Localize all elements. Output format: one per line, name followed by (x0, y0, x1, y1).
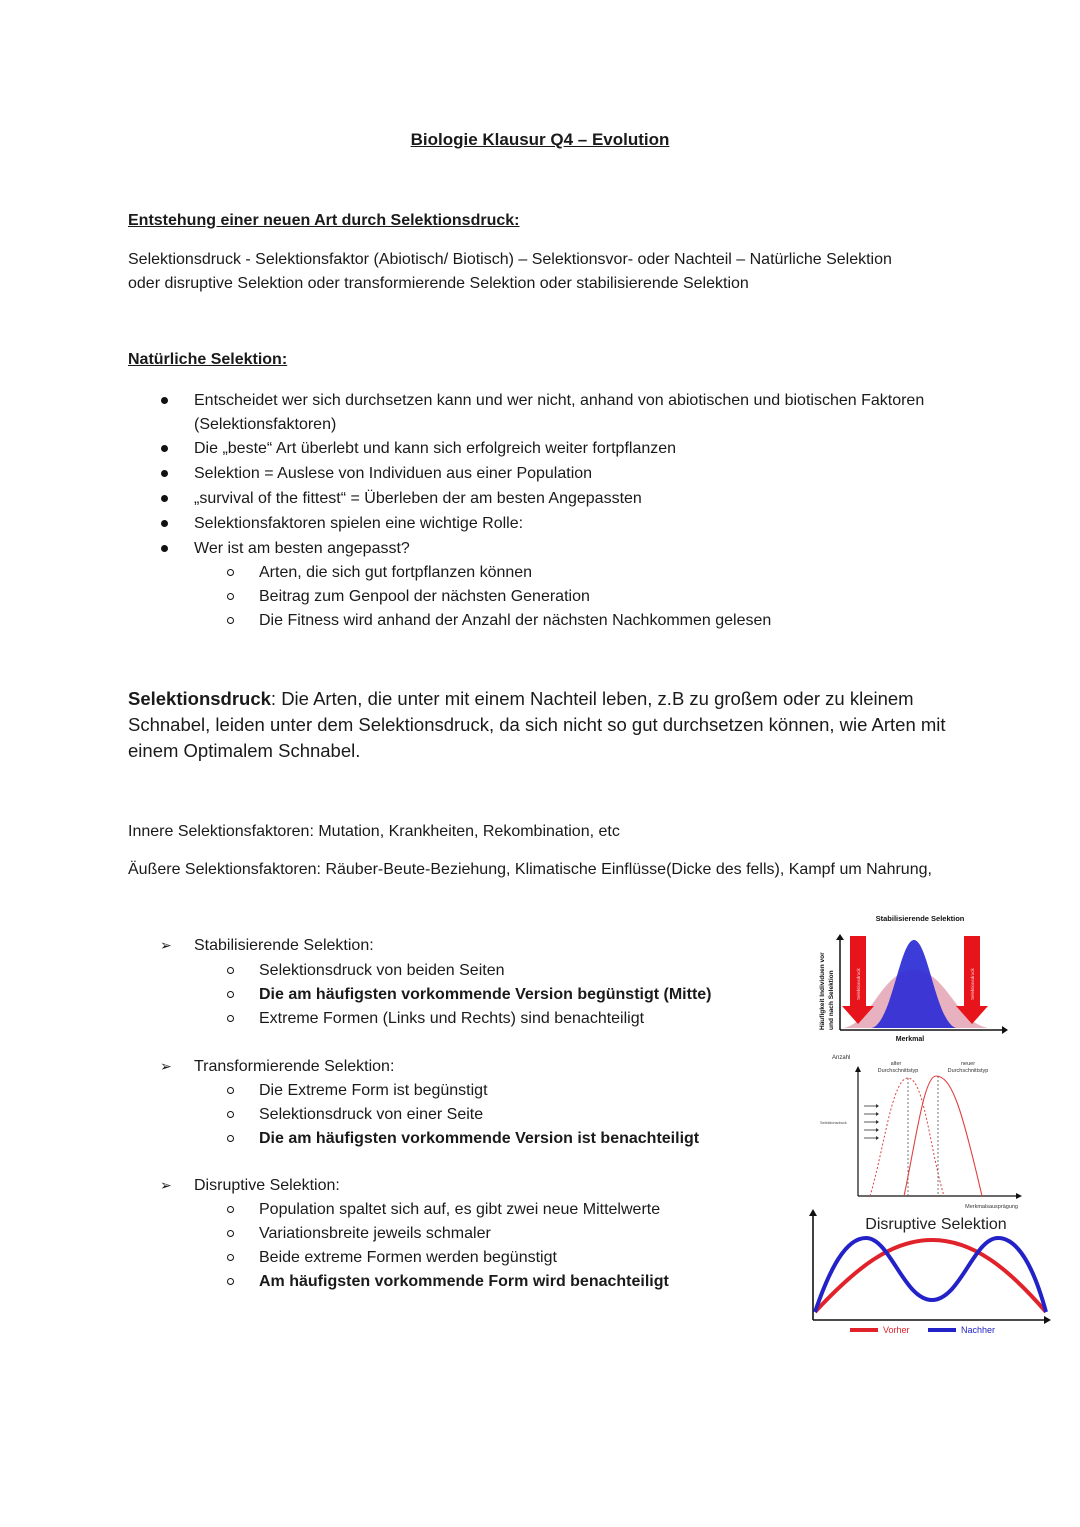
stab-item-3: Extreme Formen (Links und Rechts) sind benachteiligt (259, 1010, 645, 1027)
trans-item-2: Selektionsdruck von einer Seite (259, 1106, 484, 1123)
fig2-new-label-1: neuer (960, 1061, 976, 1067)
arrow-bullet-icon: ➢ (160, 1177, 172, 1193)
sub-bullet-icon (227, 569, 234, 576)
trans-heading: Transformierende Selektion: (194, 1058, 395, 1075)
fig2-ylabel: Anzahl (832, 1055, 851, 1061)
sub-bullet-icon (227, 967, 234, 974)
figure-disruptive-selektion (806, 1208, 1056, 1338)
fig2-curve-new (904, 1076, 982, 1196)
section1-line1: Selektionsdruck - Selektionsfaktor (Abiotisch/ Biotisch) – Selektionsvor- oder Nachteil – Natürliche Selektion (128, 251, 892, 268)
bullet-1a: Entscheidet wer sich durchsetzen kann und wer nicht, anhand von abiotischen und biotischen Faktoren (194, 392, 925, 409)
trans-item-3: Die am häufigsten vorkommende Version ist benachteiligt (259, 1130, 700, 1147)
fig1-xlabel: Merkmal (895, 1036, 925, 1043)
disr-item-3: Beide extreme Formen werden begünstigt (259, 1249, 557, 1266)
stab-item-1: Selektionsdruck von beiden Seiten (259, 962, 505, 979)
bullet-5: Selektionsfaktoren spielen eine wichtige Rolle: (194, 515, 524, 532)
fig2-old-label-1: alter (890, 1061, 902, 1067)
sub-bullet-icon (227, 1015, 234, 1022)
section-heading-natuerliche-selektion: Natürliche Selektion: (128, 351, 288, 368)
fig2-new-label-2: Durchschnittstyp (947, 1068, 989, 1074)
fig2-pressure-arrowheads-icon (876, 1104, 879, 1140)
sub-bullet-icon (227, 1087, 234, 1094)
sub-bullet-3: Die Fitness wird anhand der Anzahl der nächsten Nachkommen gelesen (259, 612, 772, 629)
page-title: Biologie Klausur Q4 – Evolution (410, 130, 670, 149)
sub-bullet-icon (227, 1230, 234, 1237)
figure-transformierende-selektion (812, 1050, 1024, 1210)
fig1-ylabel-2: und nach Selektion (828, 970, 835, 1030)
bullet-icon (161, 470, 168, 477)
sub-bullet-icon (227, 1206, 234, 1213)
fig3-title: Disruptive Selektion (865, 1216, 1007, 1233)
selektionsdruck-line2: Schnabel, leiden unter dem Selektionsdruck, da sich nicht so gut durchsetzen können, wie Arten mit (128, 714, 946, 735)
fig2-x-arrow-icon (1016, 1193, 1022, 1199)
trans-item-1: Die Extreme Form ist begünstigt (259, 1082, 488, 1099)
fig1-y-arrow-icon (836, 934, 844, 940)
arrow-bullet-icon: ➢ (160, 1058, 172, 1074)
fig3-y-arrow-icon (809, 1209, 817, 1216)
fig2-side-label: Selektionsdruck (820, 1121, 847, 1125)
bullet-icon (161, 495, 168, 502)
fig3-legend-before: Vorher (883, 1325, 910, 1335)
sub-bullet-icon (227, 1135, 234, 1142)
fig2-y-arrow-icon (855, 1066, 861, 1072)
fig1-ylabel-1: Häufigkeit Individuen vor (819, 952, 826, 1030)
sub-bullet-icon (227, 617, 234, 624)
sub-bullet-1: Arten, die sich gut fortpflanzen können (259, 564, 533, 581)
fig1-right-arrow-label: Selektionsdruck (970, 968, 975, 1000)
bullet-2: Die „beste“ Art überlebt und kann sich erfolgreich weiter fortpflanzen (194, 440, 677, 457)
figure-stabilisierende-selektion (812, 910, 1012, 1050)
bullet-icon (161, 545, 168, 552)
disr-heading: Disruptive Selektion: (194, 1177, 340, 1194)
fig2-xlabel: Merkmalsausprägung (965, 1204, 1018, 1210)
selektionsdruck-line3: einem Optimalem Schnabel. (128, 740, 361, 761)
sub-bullet-icon (227, 1254, 234, 1261)
selektionsdruck-label: Selektionsdruck (128, 688, 271, 709)
bullet-4: „survival of the fittest“ = Überleben der am besten Angepassten (194, 490, 642, 507)
disr-item-4: Am häufigsten vorkommende Form wird benachteiligt (259, 1273, 669, 1290)
sub-bullet-2: Beitrag zum Genpool der nächsten Generation (259, 588, 590, 605)
bullet-3: Selektion = Auslese von Individuen aus einer Population (194, 465, 593, 482)
fig2-pressure-arrows-icon (864, 1106, 876, 1138)
sub-bullet-icon (227, 1111, 234, 1118)
bullet-6: Wer ist am besten angepasst? (194, 540, 410, 557)
sub-bullet-icon (227, 593, 234, 600)
section1-line2: oder disruptive Selektion oder transformierende Selektion oder stabilisierende Selektion (128, 275, 749, 292)
fig3-legend-after: Nachher (961, 1325, 996, 1335)
bullet-1b: (Selektionsfaktoren) (194, 416, 337, 433)
fig1-curve-after (872, 940, 956, 1028)
bullet-icon (161, 520, 168, 527)
fig1-left-arrow-label: Selektionsdruck (856, 968, 861, 1000)
stab-heading: Stabilisierende Selektion: (194, 937, 374, 954)
aeussere-faktoren: Äußere Selektionsfaktoren: Räuber-Beute-Beziehung, Klimatische Einflüsse(Dicke des fells), Kampf um Nahrung, (128, 861, 932, 878)
fig3-x-arrow-icon (1044, 1316, 1051, 1324)
disr-item-1: Population spaltet sich auf, es gibt zwei neue Mittelwerte (259, 1201, 661, 1218)
innere-faktoren: Innere Selektionsfaktoren: Mutation, Krankheiten, Rekombination, etc (128, 823, 620, 840)
disr-item-2: Variationsbreite jeweils schmaler (259, 1225, 491, 1242)
fig1-title: Stabilisierende Selektion (875, 914, 965, 923)
sub-bullet-icon (227, 991, 234, 998)
fig2-old-label-2: Durchschnittstyp (877, 1068, 919, 1074)
section-heading-entstehung: Entstehung einer neuen Art durch Selektionsdruck: (128, 212, 520, 229)
selektionsdruck-line1: : Die Arten, die unter mit einem Nachteil leben, z.B zu großem oder zu kleinem (270, 688, 914, 709)
selektionsdruck-paragraph (128, 686, 988, 712)
sub-bullet-icon (227, 1278, 234, 1285)
bullet-icon (161, 445, 168, 452)
arrow-bullet-icon: ➢ (160, 937, 172, 953)
fig2-curve-old (870, 1078, 944, 1196)
stab-item-2: Die am häufigsten vorkommende Version begünstigt (Mitte) (259, 986, 712, 1003)
bullet-icon (161, 397, 168, 404)
fig1-x-arrow-icon (1002, 1026, 1008, 1034)
